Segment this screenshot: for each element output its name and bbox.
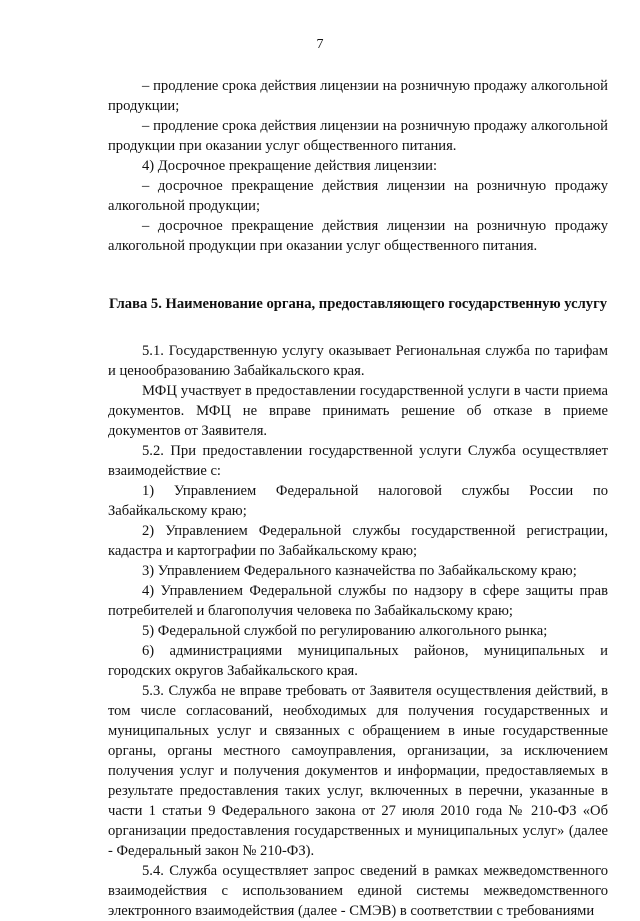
paragraph-5-1: 5.1. Государственную услугу оказывает Региональная служба по тарифам и ценообразованию Забайкальского края. bbox=[108, 343, 608, 379]
paragraph-early-termination-heading: 4) Досрочное прекращение действия лицензии: bbox=[142, 158, 438, 174]
list-item-administrations: 6) администрациями муниципальных районов, муниципальных и городских округов Забайкальского края. bbox=[108, 643, 608, 679]
list-item-tax-service: 1) Управлением Федеральной налоговой службы России по Забайкальскому краю; bbox=[108, 483, 608, 519]
paragraph-5-2: 5.2. При предоставлении государственной услуги Служба осуществляет взаимодействие с: bbox=[108, 443, 608, 479]
list-item-consumer-protection: 4) Управлением Федеральной службы по надзору в сфере защиты прав потребителей и благополучия человека по Забайкальскому краю; bbox=[108, 583, 608, 619]
list-item-registration-service: 2) Управлением Федеральной службы государственной регистрации, кадастра и картографии по Забайкальскому краю; bbox=[108, 523, 608, 559]
page-number: 7 bbox=[316, 37, 324, 52]
page-content bbox=[108, 76, 608, 921]
paragraph-license-extension-retail: – продление срока действия лицензии на розничную продажу алкогольной продукции; bbox=[108, 78, 608, 114]
paragraph-mfc-participation: МФЦ участвует в предоставлении государственной услуги в части приема документов. МФЦ не вправе принимать решение об отказе в приеме документов от Заявителя. bbox=[108, 383, 608, 439]
paragraph-early-termination-catering: – досрочное прекращение действия лицензии на розничную продажу алкогольной продукции при оказании услуг общественного питания. bbox=[108, 218, 608, 254]
paragraph-license-extension-catering: – продление срока действия лицензии на розничную продажу алкогольной продукции при оказании услуг общественного питания. bbox=[108, 118, 608, 154]
paragraph-early-termination-retail: – досрочное прекращение действия лицензии на розничную продажу алкогольной продукции; bbox=[108, 178, 608, 214]
paragraph-5-3: 5.3. Служба не вправе требовать от Заявителя осуществления действий, в том числе согласований, необходимых для получения государственных и муниципальных услуг и связанных с обращением в иные государственные органы, органы местного самоуправления, организации, за исключением получения услуг и получения документов и информации, предоставляемых в результате предоставления таких услуг, включенных в перечни, указанные в части 1 статьи 9 Федерального закона от 27 июля 2010 года № 210-ФЗ «Об организации предоставления государственных и муниципальных услуг» (далее - Федеральный закон № 210-ФЗ). bbox=[108, 683, 608, 859]
list-item-alcohol-regulation: 5) Федеральной службой по регулированию алкогольного рынка; bbox=[142, 623, 548, 639]
paragraph-5-4: 5.4. Служба осуществляет запрос сведений в рамках межведомственного взаимодействия с использованием единой системы межведомственного электронного взаимодействия (далее - СМЭВ) в соответствии с требованиями bbox=[108, 863, 608, 919]
chapter-heading: Глава 5. Наименование органа, предоставляющего государственную услугу bbox=[108, 296, 608, 312]
list-item-treasury: 3) Управлением Федерального казначейства по Забайкальскому краю; bbox=[142, 563, 577, 579]
